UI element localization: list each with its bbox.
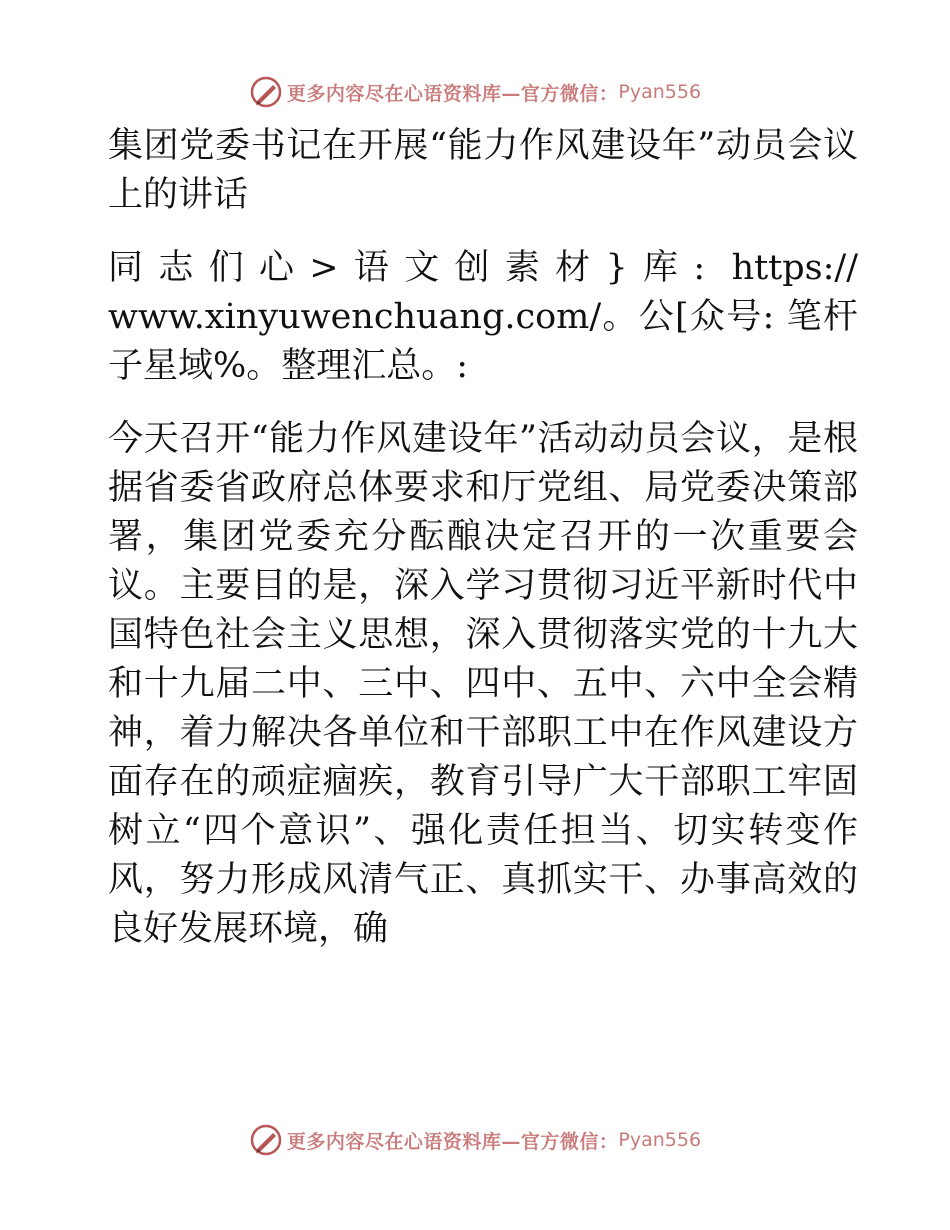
watermark-wechat-id: Pyan556 — [618, 81, 702, 103]
document-intro: 同志们心>语文创素材}库: https:// www.xinyuwenchuang.com/。公[众号: 笔杆子星域%。整理汇总。: — [108, 248, 858, 386]
document-title: 集团党委书记在开展“能力作风建设年”动员会议上的讲话 — [108, 126, 858, 215]
pen-logo-icon — [249, 75, 283, 109]
watermark-prefix: 更多内容尽在心语资料库—官方微信： — [286, 82, 619, 105]
watermark-wechat-id: Pyan556 — [618, 1129, 702, 1151]
pen-logo-icon — [249, 1123, 283, 1157]
watermark-prefix: 更多内容尽在心语资料库—官方微信： — [286, 1130, 619, 1153]
footer-watermark — [0, 1120, 950, 1160]
document-body — [98, 122, 858, 954]
document-paragraph: 今天召开“能力作风建设年”活动动员会议，是根据省委省政府总体要求和厅党组、局党委决策部署，集团党委充分酝酿决定召开的一次重要会议。主要目的是，深入学习贯彻习近平新时代中国特色社会主义思想，深入贯彻落实党的十九大和十九届二中、三中、四中、五中、六中全会精神，着力解决各单位和干部职工中在作风建设方面存在的顽症痼疾，教育引导广大干部职工牢固树立“四个意识”、强化责任担当、切实转变作风，努力形成风清气正、真抓实干、办事高效的良好发展环境，确 — [108, 419, 858, 949]
header-watermark — [0, 72, 950, 112]
